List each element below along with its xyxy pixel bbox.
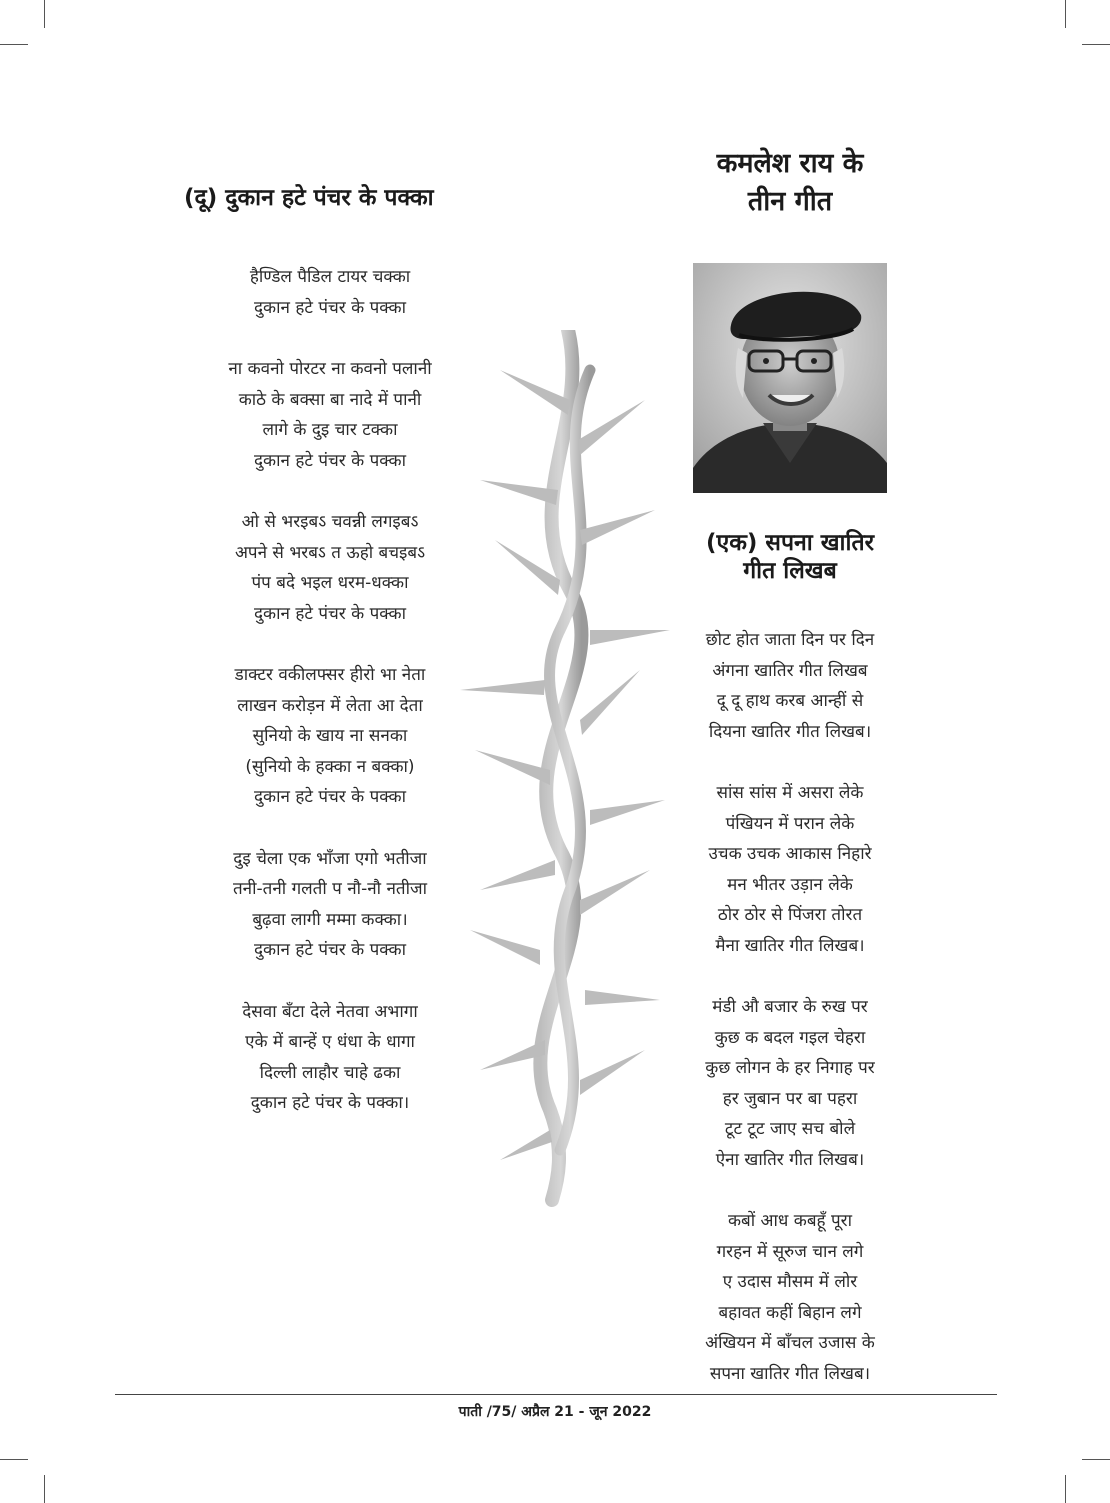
verse-line: ए उदास मौसम में लोर [722, 1272, 858, 1292]
verse-line: सुनियो के खाय ना सनका [252, 726, 408, 746]
verse-line: बुढ़वा लागी मम्मा कक्का। [252, 909, 408, 930]
verse-line: डाक्टर वकीलफ्सर हीरो भा नेता [234, 665, 426, 685]
verse-line: सपना खातिर गीत लिखब। [709, 1363, 871, 1384]
page-footer: पाती /75/ अप्रैल 21 - जून 2022 [458, 1404, 652, 1420]
verse-line: दुकान हटे पंचर के पक्का [254, 450, 406, 471]
verse-line: अंखियन में बाँचल उजास के [705, 1333, 875, 1353]
verse-line: दुकान हटे पंचर के पक्का [254, 603, 406, 624]
verse-line: कबों आध कबहूँ पूरा [727, 1211, 852, 1231]
verse-line: काठे के बक्सा बा नादे में पानी [238, 389, 422, 410]
verse-line: दुकान हटे पंचर के पक्का [254, 787, 406, 807]
verse-line: दुकान हटे पंचर के पक्का [254, 940, 406, 960]
verse-line: दियना खातिर गीत लिखब। [708, 721, 872, 742]
verse-line: कुछ क बदल गइल चेहरा [714, 1027, 866, 1048]
author-photo [693, 263, 887, 493]
verse-line: दिल्ली लाहौर चाहे ढका [259, 1062, 401, 1083]
poem-two-title: (दू) दुकान हटे पंचर के पक्का [184, 185, 434, 211]
verse-line: एके में बान्हें ए धंधा के धागा [245, 1032, 415, 1052]
verse-line: टूट टूट जाए सच बोले [724, 1119, 856, 1139]
left-stanza [170, 997, 490, 1119]
right-stanza [660, 992, 920, 1175]
song-one-title-line1: (एक) सपना खातिर [705, 530, 874, 556]
verse-line: देसवा बँटा देले नेतवा अभागा [242, 1001, 418, 1022]
verse-line: पंप बदे भइल धरम-धक्का [251, 573, 409, 593]
left-stanza [170, 262, 490, 323]
verse-line: तनी-तनी गलती प नौ-नौ नतीजा [232, 879, 427, 899]
left-stanza [170, 354, 490, 476]
verse-line: दू दू हाथ करब आन्हीं से [716, 691, 864, 711]
verse-line: मैना खातिर गीत लिखब। [715, 935, 865, 956]
footer-rule [115, 1394, 997, 1395]
verse-line: दुकान हटे पंचर के पक्का [254, 297, 406, 318]
verse-line: उचक उचक आकास निहारे [708, 844, 872, 864]
left-stanza [170, 844, 490, 966]
verse-line: हैण्डिल पैडिल टायर चक्का [249, 267, 411, 287]
crop-mark-bottom-right-h [1082, 1459, 1110, 1460]
verse-line: ओ से भरइबऽ चवन्नी लगइबऽ [241, 512, 419, 532]
verse-line: लाखन करोड़न में लेता आ देता [237, 695, 423, 716]
verse-line: बहावत कहीं बिहान लगे [718, 1302, 862, 1323]
right-stanza [660, 778, 920, 961]
verse-line: ठोर ठोर से पिंजरा तोरत [717, 905, 863, 925]
crop-mark-bottom-left [44, 1475, 45, 1503]
author-heading-sub: तीन गीत [747, 186, 833, 217]
song-one-title-line2: गीत लिखब [743, 558, 837, 584]
right-stanza [660, 1206, 920, 1389]
verse-line: मंडी औ बजार के रुख पर [712, 997, 868, 1017]
verse-line: सांस सांस में असरा लेके [716, 783, 864, 803]
crop-mark-top-left-h [0, 44, 28, 45]
verse-line: अपने से भरबऽ त ऊहो बचइबऽ [234, 542, 426, 563]
verse-line: हर जुबान पर बा पहरा [722, 1088, 858, 1109]
left-poem [170, 180, 490, 1150]
verse-line: गरहन में सूरुज चान लगे [716, 1241, 864, 1262]
verse-line: लागे के दुइ चार टक्का [262, 420, 398, 440]
verse-line: (सुनियो के हक्का न बक्का) [245, 756, 415, 777]
verse-line: कुछ लोगन के हर निगाह पर [705, 1058, 875, 1078]
verse-line: ना कवनो पोरटर ना कवनो पलानी [228, 359, 432, 379]
verse-line: छोट होत जाता दिन पर दिन [705, 630, 875, 650]
verse-line: दुइ चेला एक भाँजा एगो भतीजा [233, 848, 427, 869]
crop-mark-top-right [1065, 0, 1066, 28]
song-one-title [660, 529, 920, 585]
crop-mark-bottom-right [1065, 1475, 1066, 1503]
right-column [660, 145, 920, 1420]
crop-mark-bottom-left-h [0, 1459, 28, 1460]
author-heading: कमलेश राय के [716, 148, 864, 179]
crop-mark-top-right-h [1082, 44, 1110, 45]
verse-line: ऐना खातिर गीत लिखब। [715, 1149, 865, 1170]
right-stanza [660, 625, 920, 747]
left-stanza [170, 660, 490, 813]
crop-mark-top-left [44, 0, 45, 28]
left-stanza [170, 507, 490, 629]
verse-line: मन भीतर उड़ान लेके [727, 874, 853, 895]
verse-line: दुकान हटे पंचर के पक्का। [250, 1093, 410, 1113]
verse-line: अंगना खातिर गीत लिखब [712, 660, 868, 681]
verse-line: पंखियन में परान लेके [725, 813, 855, 834]
